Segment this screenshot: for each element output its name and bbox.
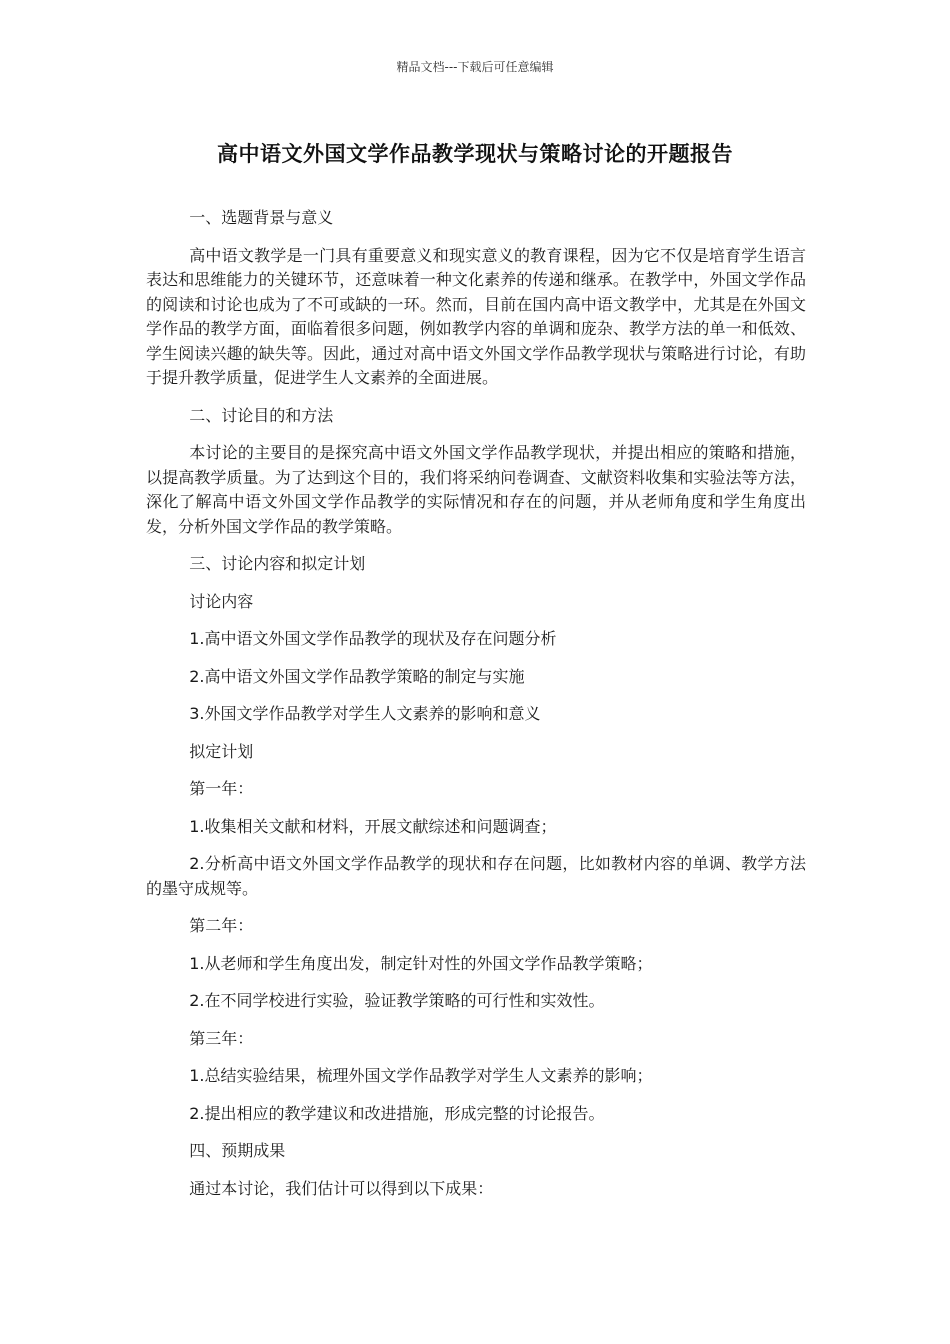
section-heading-purpose: 二、讨论目的和方法 [189, 405, 334, 425]
section-heading-outcomes: 四、预期成果 [189, 1141, 286, 1160]
subheading-plan: 拟定计划 [189, 741, 254, 761]
list-item: 2.高中语文外国文学作品教学策略的制定与实施 [189, 666, 525, 686]
list-item: 2.分析高中语文外国文学作品教学的现状和存在问题，比如教材内容的单调、教学方法的墨守成规等。 [146, 854, 806, 898]
subheading-content: 讨论内容 [189, 591, 254, 611]
document-body [146, 206, 806, 1214]
paragraph-outcomes: 通过本讨论，我们估计可以得到以下成果： [189, 1178, 494, 1198]
year-label: 第二年： [189, 916, 254, 935]
list-item: 2.提出相应的教学建议和改进措施，形成完整的讨论报告。 [189, 1103, 605, 1123]
list-item: 3.外国文学作品教学对学生人文素养的影响和意义 [189, 704, 541, 723]
list-item: 2.在不同学校进行实验，验证教学策略的可行性和实效性。 [189, 991, 605, 1010]
list-item: 1.收集相关文献和材料，开展文献综述和问题调查； [189, 816, 557, 836]
list-item: 1.总结实验结果，梳理外国文学作品教学对学生人文素养的影响； [189, 1066, 653, 1085]
section-heading-content-plan: 三、讨论内容和拟定计划 [189, 554, 366, 573]
page-header: 精品文档---下载后可任意编辑 [396, 60, 554, 74]
year-label: 第三年： [189, 1028, 254, 1048]
list-item: 1.从老师和学生角度出发，制定针对性的外国文学作品教学策略； [189, 953, 653, 973]
paragraph-background: 高中语文教学是一门具有重要意义和现实意义的教育课程，因为它不仅是培育学生语言表达和思维能力的关键环节，还意味着一种文化素养的传递和继承。在教学中，外国文学作品的阅读和讨论也成为了不可或缺的一环。然而，目前在国内高中语文教学中，尤其是在外国文学作品的教学方面，面临着很多问题，例如教学内容的单调和庞杂、教学方法的单一和低效、学生阅读兴趣的缺失等。因此，通过对高中语文外国文学作品教学现状与策略进行讨论，有助于提升教学质量，促进学生人文素养的全面进展。 [146, 245, 806, 387]
section-heading-background: 一、选题背景与意义 [189, 208, 334, 227]
paragraph-purpose: 本讨论的主要目的是探究高中语文外国文学作品教学现状，并提出相应的策略和措施，以提高教学质量。为了达到这个目的，我们将采纳问卷调查、文献资料收集和实验法等方法，深化了解高中语文外国文学作品教学的实际情况和存在的问题，并从老师角度和学生角度出发，分析外国文学作品的教学策略。 [146, 443, 806, 536]
list-item: 1.高中语文外国文学作品教学的现状及存在问题分析 [189, 629, 557, 648]
document-title: 高中语文外国文学作品教学现状与策略讨论的开题报告 [217, 142, 733, 166]
year-label: 第一年： [189, 779, 254, 798]
